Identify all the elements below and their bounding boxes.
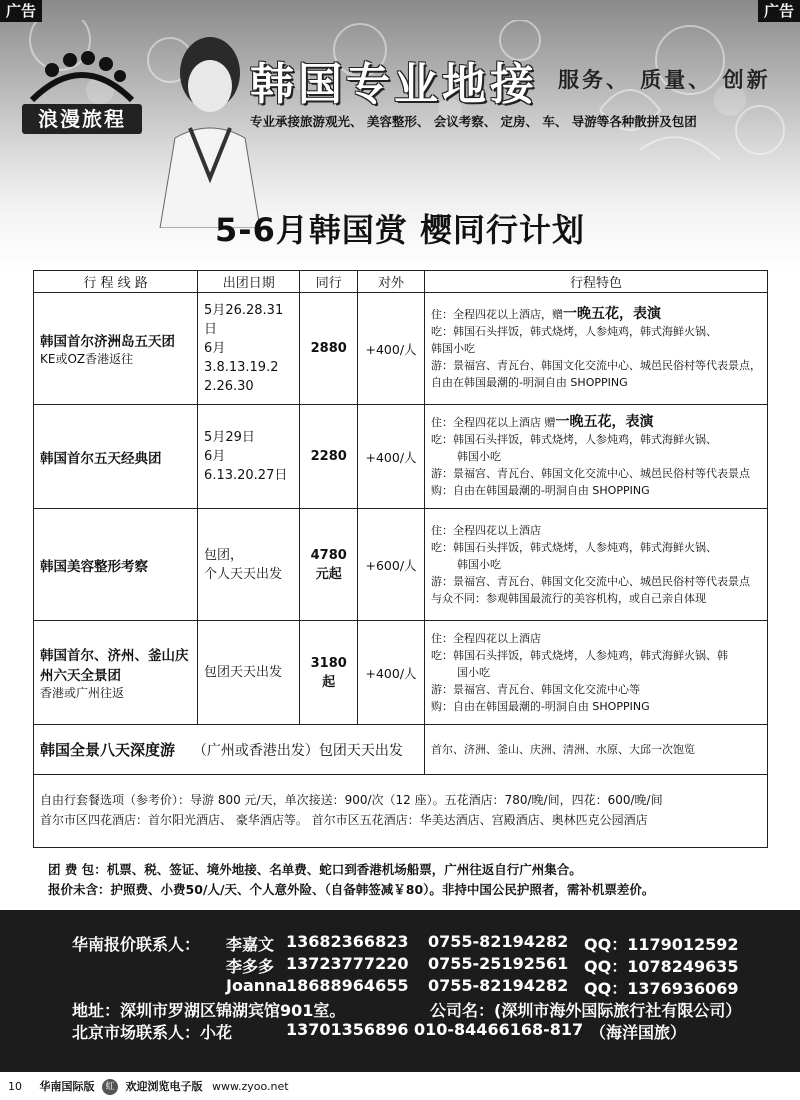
feature-line: [431, 556, 761, 573]
dates-cell: [198, 293, 300, 405]
logo-text: 浪漫旅程: [22, 104, 142, 134]
feature-line: [431, 431, 761, 448]
feature-text: 吃：韩国石头拌饭，韩式烧烤，人参炖鸡，韩式海鲜火锅、韩: [430, 649, 728, 662]
ad-label-left: 广告: [0, 0, 42, 22]
feature-line: [431, 630, 761, 647]
feature-text: 游：景福宫、青瓦台、韩国文化交流中心、城邑民俗村等代表景点: [430, 467, 750, 480]
peer-price: 2880: [310, 341, 347, 356]
contact-qq: QQ：1376936069: [584, 979, 739, 998]
features-cell: [424, 509, 767, 621]
feature-text: 韩国小吃: [456, 558, 501, 571]
south-contact-label: 华南报价联系人：: [72, 935, 201, 954]
feature-text: 韩国小吃: [430, 342, 475, 355]
header-features: 行程特色: [424, 271, 767, 293]
feature-text: 游：景福宫、青瓦台、韩国文化交流中心、城邑民俗村等代表景点，: [430, 359, 761, 372]
feature-highlight: 一晚五花，表演: [555, 414, 654, 430]
feature-line: [431, 573, 761, 590]
peer-price-cell: [300, 405, 358, 509]
note-line: 自由行套餐选项（参考价）：导游 800 元/天，单次接送：900/次（12 座）。五花酒店：780/晚/间，四花：600/晚/间: [40, 793, 663, 807]
route-title: 韩国美容整形考察: [40, 558, 148, 575]
date-line: 6月: [204, 341, 226, 356]
table-row: [34, 293, 768, 405]
contact-qq: QQ：1078249635: [584, 957, 739, 976]
date-line: 5月29日: [204, 430, 255, 445]
contact-name: 李多多: [226, 957, 275, 976]
feature-text: 住：全程四花以上酒店 赠: [430, 416, 556, 429]
feature-line: [431, 482, 761, 499]
dates-cell: [198, 509, 300, 621]
feature-text: 吃：韩国石头拌饭，韩式烧烤，人参炖鸡，韩式海鲜火锅、: [430, 541, 717, 554]
feature-text: 自由在韩国最潮的-明洞自由 SHOPPING: [430, 376, 628, 389]
feature-text: 吃：韩国石头拌饭，韩式烧烤，人参炖鸡，韩式海鲜火锅、: [430, 433, 717, 446]
retail-price-cell: +400/人: [358, 293, 425, 405]
feature-line: [431, 590, 761, 607]
table-row: [34, 725, 768, 775]
retail-price-cell: +400/人: [358, 405, 425, 509]
feature-text: 购：自由在韩国最潮的-明洞自由 SHOPPING: [430, 484, 650, 497]
feature-line: [431, 340, 761, 357]
feature-line: [431, 306, 761, 323]
route-subtitle: KE或OZ香港返往: [40, 352, 134, 366]
site-url[interactable]: www.zyoo.net: [212, 1080, 289, 1093]
feature-line: [431, 374, 761, 391]
table-row: [34, 621, 768, 725]
features-cell: [424, 621, 767, 725]
date-line: 6.13.20.27日: [204, 468, 288, 483]
route-detail: （广州或香港出发）包团天天出发: [192, 743, 403, 759]
route-cell: [34, 293, 198, 405]
feature-line: [431, 664, 761, 681]
date-line: 6月: [204, 449, 226, 464]
feature-line: [431, 698, 761, 715]
contact-phone: 0755-82194282: [428, 976, 569, 995]
header-route: 行 程 线 路: [34, 271, 198, 293]
ad-label-right: 广告: [758, 0, 800, 22]
feature-line: [431, 539, 761, 556]
feature-line: [431, 522, 761, 539]
contact-qq: QQ：1179012592: [584, 935, 739, 954]
contact-phone: 0755-25192561: [428, 954, 569, 973]
company-name: 公司名：(深圳市海外国际旅行社有限公司）: [430, 1001, 742, 1020]
feature-text: 购：自由在韩国最潮的-明洞自由 SHOPPING: [430, 700, 650, 713]
contact-panel: [0, 910, 800, 1072]
page-number: 10: [8, 1080, 22, 1093]
retail-price-cell: +400/人: [358, 621, 425, 725]
features-cell: [424, 405, 767, 509]
route-title: 韩国首尔济洲岛五天团: [40, 334, 175, 350]
date-line: 包团，: [204, 547, 244, 563]
peer-price: 2280: [310, 449, 347, 464]
dates-cell: [198, 621, 300, 725]
plan-title: 5-6月韩国赏 樱同行计划: [215, 211, 585, 249]
page-footer: [0, 1074, 800, 1100]
note-line: 首尔市区四花酒店：首尔阳光酒店、 豪华酒店等。 首尔市区五花酒店：华美达酒店、宫殿酒店、奥林匹克公园酒店: [40, 813, 648, 827]
features-cell: [424, 293, 767, 405]
date-line: 2.26.30: [204, 379, 254, 394]
contact-phone: 0755-82194282: [428, 932, 569, 951]
fee-excluded: 报价未含：护照费、小费50/人/天、个人意外险、（自备韩签减￥80）。非持中国公民护照者，需补机票差价。: [48, 882, 655, 897]
feature-text: 游：景福宫、青瓦台、韩国文化交流中心等: [430, 683, 640, 696]
peer-price-cell: [300, 509, 358, 621]
feature-text: 与众不同：参观韩国最流行的美容机构，或自己亲自体现: [430, 592, 706, 605]
feature-text: 住：全程四花以上酒店，赠: [430, 308, 563, 321]
beijing-mobile: 13701356896: [286, 1020, 409, 1039]
feature-line: [431, 681, 761, 698]
route-title: 韩国全景八天深度游: [40, 741, 176, 759]
peer-price: 4780: [310, 547, 347, 563]
beijing-phone: 010-84466168-817: [414, 1020, 584, 1039]
route-title: 韩国首尔五天经典团: [40, 450, 162, 467]
peer-price: 3180: [310, 655, 347, 671]
beijing-note: （海洋国旅）: [590, 1023, 687, 1042]
feature-line: [431, 414, 761, 431]
feature-line: [431, 323, 761, 340]
feature-text: 住：全程四花以上酒店: [430, 524, 541, 537]
header-retail-price: 对外: [358, 271, 425, 293]
header-peer-price: 同行: [300, 271, 358, 293]
date-line: 个人天天出发: [204, 566, 283, 582]
date-line: 包团天天出发: [204, 665, 283, 680]
table-row: [34, 509, 768, 621]
retail-price-cell: +600/人: [358, 509, 425, 621]
peer-price-cell: [300, 621, 358, 725]
route-subtitle: 香港或广州往返: [40, 686, 125, 700]
feature-line: [431, 647, 761, 664]
feature-text: 住：全程四花以上酒店: [430, 632, 541, 645]
contact-name: 李嘉文: [226, 935, 275, 954]
address: 地址：深圳市罗湖区锦湖宾馆901室。: [72, 1001, 346, 1020]
feature-text: 吃：韩国石头拌饭，韩式烧烤，人参炖鸡，韩式海鲜火锅、: [430, 325, 717, 338]
table-row: [34, 405, 768, 509]
header-dates: 出团日期: [198, 271, 300, 293]
features-cell: 首尔、济洲、釜山、庆洲、清洲、水原、大邱一次饱览: [424, 725, 767, 775]
banner: [0, 0, 800, 270]
feature-highlight: 一晚五花，表演: [562, 306, 661, 322]
route-cell: [34, 725, 425, 775]
peer-price: 元起: [315, 566, 342, 582]
contact-mobile: 13723777220: [286, 954, 409, 973]
date-line: 5月26.28.31日: [204, 303, 284, 337]
welcome-text: 欢迎浏览电子版: [125, 1080, 203, 1093]
beijing-contact: 北京市场联系人：小花: [72, 1023, 233, 1042]
contact-mobile: 18688964655: [286, 976, 409, 995]
date-line: 3.8.13.19.2: [204, 360, 279, 375]
edition-name: 华南国际版: [39, 1080, 95, 1093]
slogan: 服务、 质量、 创新: [558, 68, 771, 92]
edition-badge-icon: 虹: [102, 1079, 118, 1095]
peer-price: 起: [322, 674, 336, 690]
feature-text: 国小吃: [456, 666, 490, 679]
route-title: 韩国首尔、济州、釜山庆州六天全景团: [40, 648, 189, 684]
table-header-row: [34, 271, 768, 293]
fee-included: 团 费 包：机票、税、签证、境外地接、名单费、蛇口到香港机场船票，广州往返自行广州集合。: [48, 862, 582, 877]
feature-text: 游：景福宫、青瓦台、韩国文化交流中心、城邑民俗村等代表景点: [430, 575, 750, 588]
route-cell: [34, 621, 198, 725]
contact-mobile: 13682366823: [286, 932, 409, 951]
feature-line: [431, 357, 761, 374]
route-cell: [34, 405, 198, 509]
services-line: 专业承接旅游观光、 美容整形、 会议考察、 定房、 车、 导游等各种散拼及包团: [250, 114, 697, 129]
feature-line: [431, 465, 761, 482]
feature-line: [431, 448, 761, 465]
dates-cell: [198, 405, 300, 509]
itinerary-table: [33, 270, 768, 775]
notes-box: [33, 774, 768, 848]
feature-text: 韩国小吃: [456, 450, 501, 463]
headline: 韩国专业地接: [250, 59, 538, 110]
route-cell: [34, 509, 198, 621]
fee-notes: [48, 860, 654, 900]
peer-price-cell: [300, 293, 358, 405]
contact-name: Joanna: [226, 976, 288, 995]
